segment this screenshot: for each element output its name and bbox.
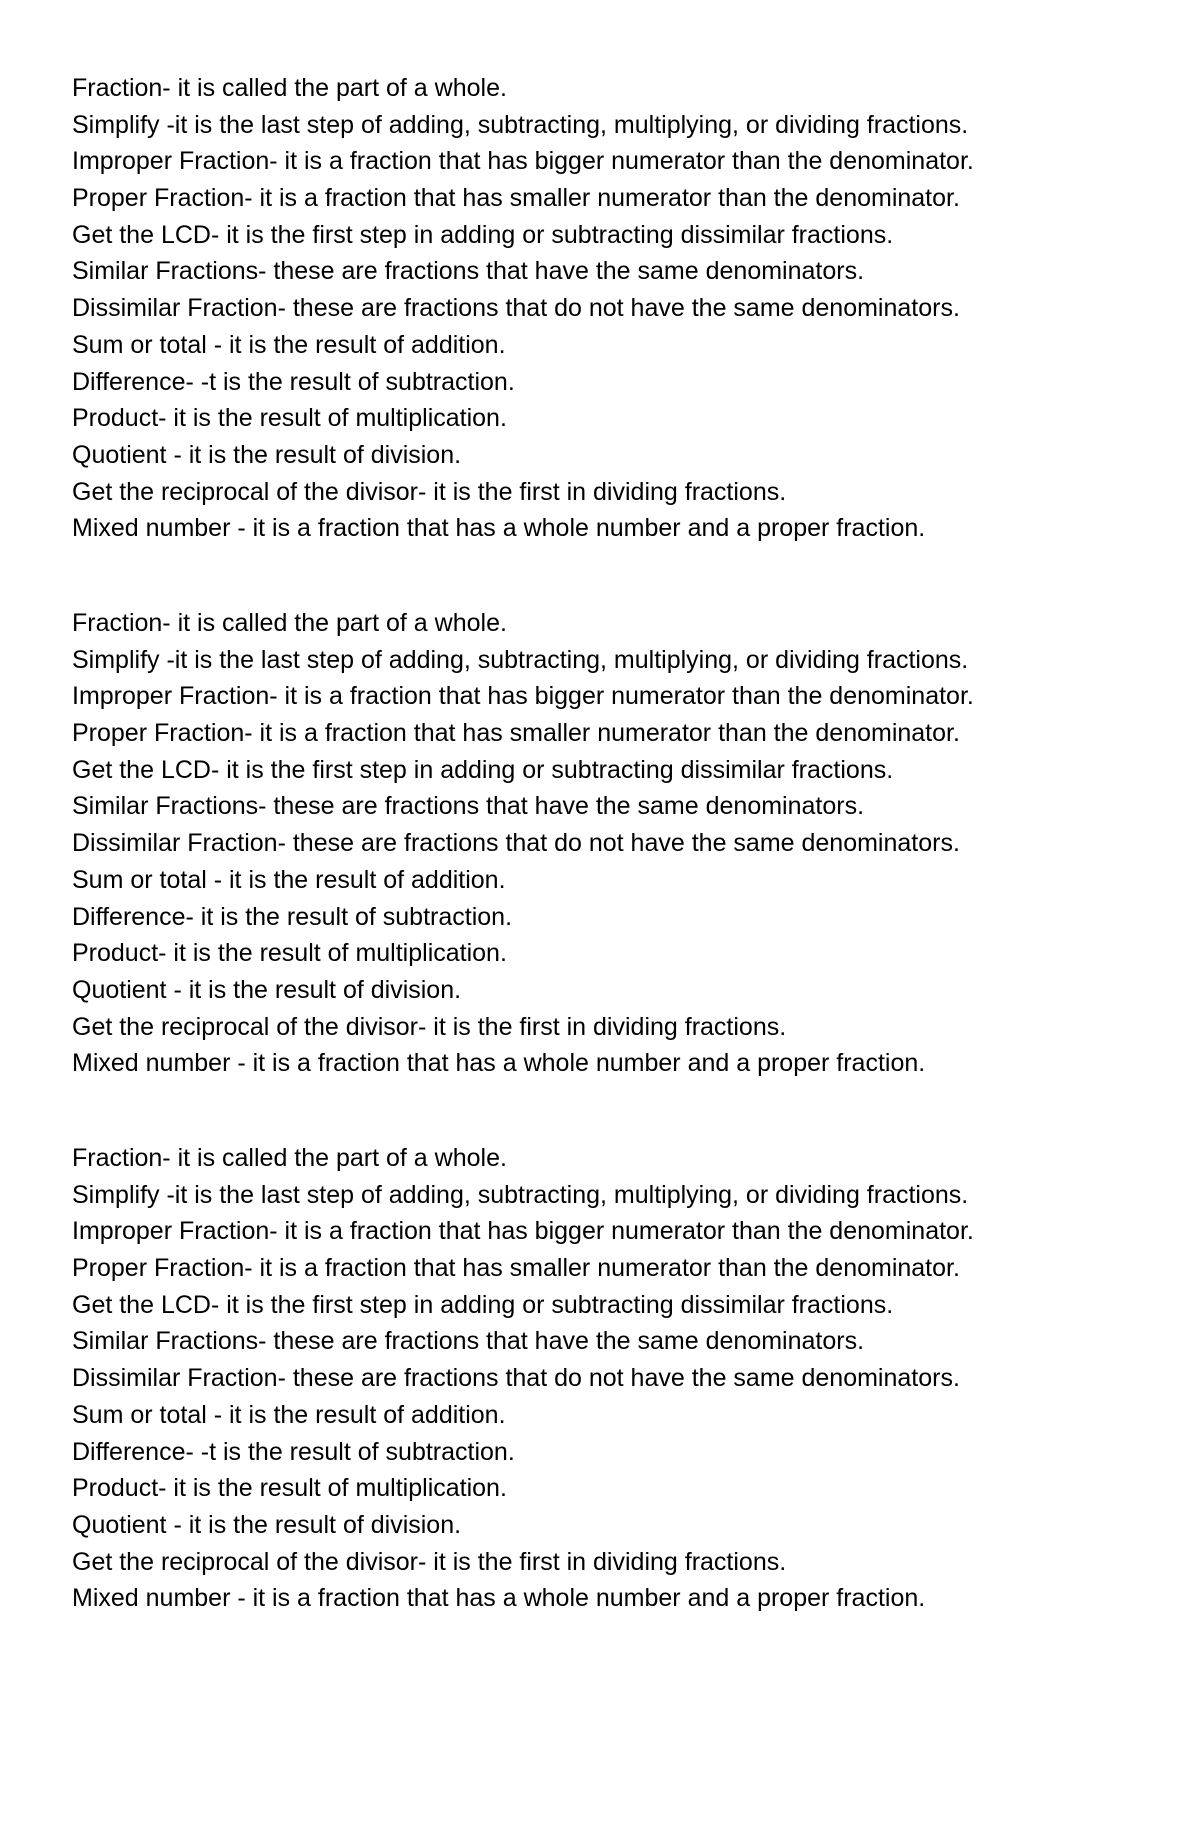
definition-reciprocal: Get the reciprocal of the divisor- it is the first in dividing fractions. [72,477,787,506]
definition-similar-fractions: Similar Fractions- these are fractions that have the same denominators. [72,1327,865,1356]
definition-sum: Sum or total - it is the result of addition. [72,330,506,359]
definition-lcd: Get the LCD- it is the first step in adding or subtracting dissimilar fractions. [72,220,894,249]
definition-sum: Sum or total - it is the result of addition. [72,865,506,894]
definition-lcd: Get the LCD- it is the first step in adding or subtracting dissimilar fractions. [72,755,894,784]
definitions-block-3 [72,1140,1172,1617]
definition-improper-fraction: Improper Fraction- it is a fraction that has bigger numerator than the denominator. [72,1217,974,1246]
definition-improper-fraction: Improper Fraction- it is a fraction that has bigger numerator than the denominator. [72,147,974,176]
definitions-block-2 [72,605,1172,1082]
definition-dissimilar-fraction: Dissimilar Fraction- these are fractions that do not have the same denominators. [72,829,960,858]
definition-quotient: Quotient - it is the result of division. [72,975,462,1004]
definition-simplify: Simplify -it is the last step of adding, subtracting, multiplying, or dividing fractions. [72,1180,969,1209]
definition-sum: Sum or total - it is the result of addition. [72,1400,506,1429]
definition-fraction: Fraction- it is called the part of a whole. [72,1144,507,1172]
definition-fraction: Fraction- it is called the part of a whole. [72,74,507,102]
definition-mixed-number: Mixed number - it is a fraction that has a whole number and a proper fraction. [72,514,926,543]
definition-difference: Difference- -t is the result of subtraction. [72,367,515,396]
definition-product: Product- it is the result of multiplication. [72,939,507,968]
definition-similar-fractions: Similar Fractions- these are fractions that have the same denominators. [72,257,865,286]
definition-lcd: Get the LCD- it is the first step in adding or subtracting dissimilar fractions. [72,1290,894,1319]
definition-simplify: Simplify -it is the last step of adding, subtracting, multiplying, or dividing fractions. [72,645,969,674]
definitions-block-1 [72,70,1172,547]
definition-proper-fraction: Proper Fraction- it is a fraction that has smaller numerator than the denominator. [72,719,960,748]
definition-proper-fraction: Proper Fraction- it is a fraction that has smaller numerator than the denominator. [72,184,960,213]
definition-reciprocal: Get the reciprocal of the divisor- it is the first in dividing fractions. [72,1012,787,1041]
definition-mixed-number: Mixed number - it is a fraction that has a whole number and a proper fraction. [72,1584,926,1613]
definition-simplify: Simplify -it is the last step of adding, subtracting, multiplying, or dividing fractions. [72,110,969,139]
definition-difference: Difference- -t is the result of subtraction. [72,1437,515,1466]
definition-quotient: Quotient - it is the result of division. [72,1510,462,1539]
definition-improper-fraction: Improper Fraction- it is a fraction that has bigger numerator than the denominator. [72,682,974,711]
definition-proper-fraction: Proper Fraction- it is a fraction that has smaller numerator than the denominator. [72,1254,960,1283]
definition-mixed-number: Mixed number - it is a fraction that has a whole number and a proper fraction. [72,1049,926,1078]
definition-product: Product- it is the result of multiplication. [72,1474,507,1503]
definition-difference: Difference- it is the result of subtraction. [72,902,513,931]
definition-reciprocal: Get the reciprocal of the divisor- it is the first in dividing fractions. [72,1547,787,1576]
definition-dissimilar-fraction: Dissimilar Fraction- these are fractions that do not have the same denominators. [72,1364,960,1393]
definition-dissimilar-fraction: Dissimilar Fraction- these are fractions that do not have the same denominators. [72,294,960,323]
definition-product: Product- it is the result of multiplication. [72,404,507,433]
definition-similar-fractions: Similar Fractions- these are fractions that have the same denominators. [72,792,865,821]
definition-quotient: Quotient - it is the result of division. [72,440,462,469]
definition-fraction: Fraction- it is called the part of a whole. [72,609,507,637]
